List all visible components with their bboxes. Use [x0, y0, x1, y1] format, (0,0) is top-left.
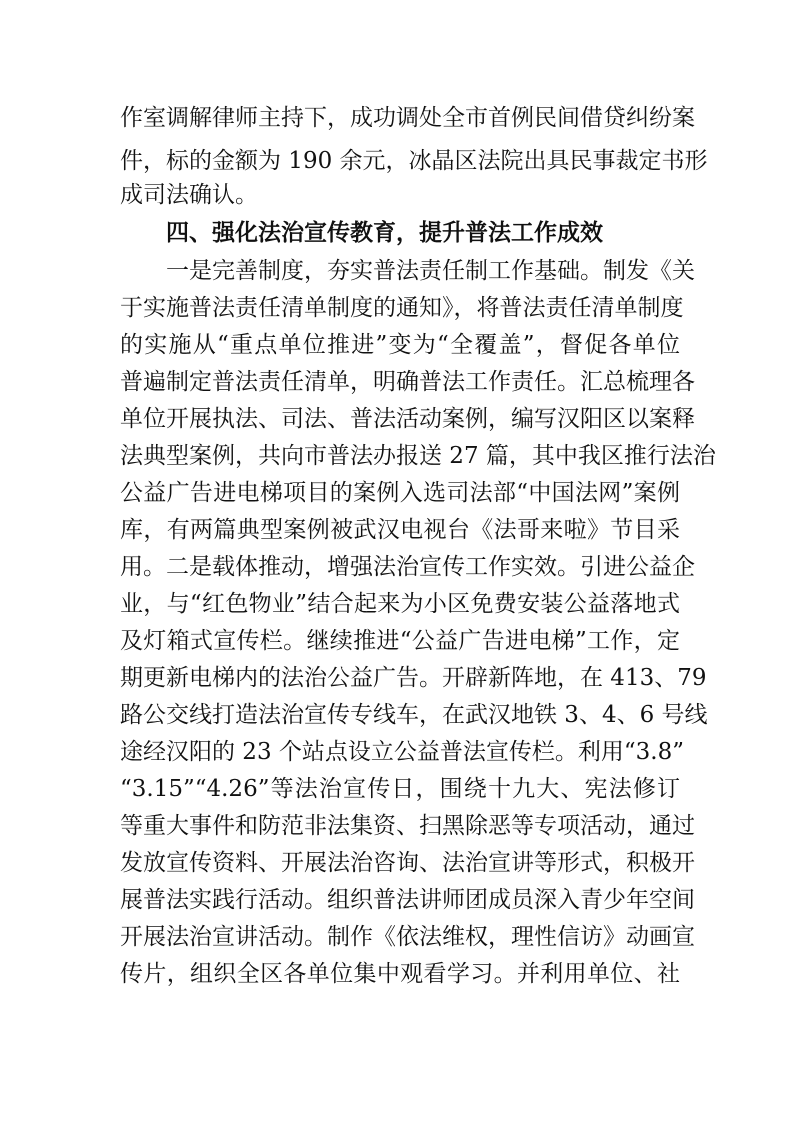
body-line: 传片，组织全区各单位集中观看学习。并利用单位、社 — [120, 961, 680, 987]
body-line: 用。二是载体推动，增强法治宣传工作实效。引进公益企 — [120, 554, 695, 580]
body-line: 法典型案例，共向市普法办报送 27 篇，其中我区推行法治 — [120, 443, 716, 469]
body-line: 的实施从“重点单位推进”变为“全覆盖”，督促各单位 — [120, 332, 680, 358]
body-line: 作室调解律师主持下，成功调处全市首例民间借贷纠纷案 — [120, 105, 695, 131]
body-line: 业，与“红色物业”结合起来为小区免费安装公益落地式 — [120, 591, 680, 617]
body-line: 发放宣传资料、开展法治咨询、法治宣讲等形式，积极开 — [120, 850, 695, 876]
body-line: 及灯箱式宣传栏。继续推进“公益广告进电梯”工作，定 — [120, 628, 680, 654]
body-line: 开展法治宣讲活动。制作《依法维权，理性信访》动画宣 — [120, 924, 695, 950]
body-line: 库，有两篇典型案例被武汉电视台《法哥来啦》节目采 — [120, 517, 680, 543]
paragraph-first-line: 一是完善制度，夯实普法责任制工作基础。制发《关 — [166, 258, 695, 284]
body-line: 于实施普法责任清单制度的通知》，将普法责任清单制度 — [120, 295, 684, 321]
body-line: 期更新电梯内的法治公益广告。开辟新阵地，在 413、79 — [120, 665, 707, 691]
section-heading: 四、强化法治宣传教育，提升普法工作成效 — [166, 220, 603, 246]
body-line: 普遍制定普法责任清单，明确普法工作责任。汇总梳理各 — [120, 369, 695, 395]
body-line: 公益广告进电梯项目的案例入选司法部“中国法网”案例 — [120, 480, 680, 506]
body-line: “3.15”“4.26”等法治宣传日，围绕十九大、宪法修订 — [120, 776, 680, 802]
body-line: 单位开展执法、司法、普法活动案例，编写汉阳区以案释 — [120, 406, 695, 432]
body-line: 展普法实践行活动。组织普法讲师团成员深入青少年空间 — [120, 887, 695, 913]
body-line: 等重大事件和防范非法集资、扫黑除恶等专项活动，通过 — [120, 813, 695, 839]
body-line: 途经汉阳的 23 个站点设立公益普法宣传栏。利用“3.8” — [120, 739, 684, 765]
body-line: 路公交线打造法治宣传专线车，在武汉地铁 3、4、6 号线 — [120, 702, 708, 728]
body-line: 成司法确认。 — [120, 182, 258, 208]
body-line: 件，标的金额为 190 余元，冰晶区法院出具民事裁定书形 — [120, 148, 708, 174]
